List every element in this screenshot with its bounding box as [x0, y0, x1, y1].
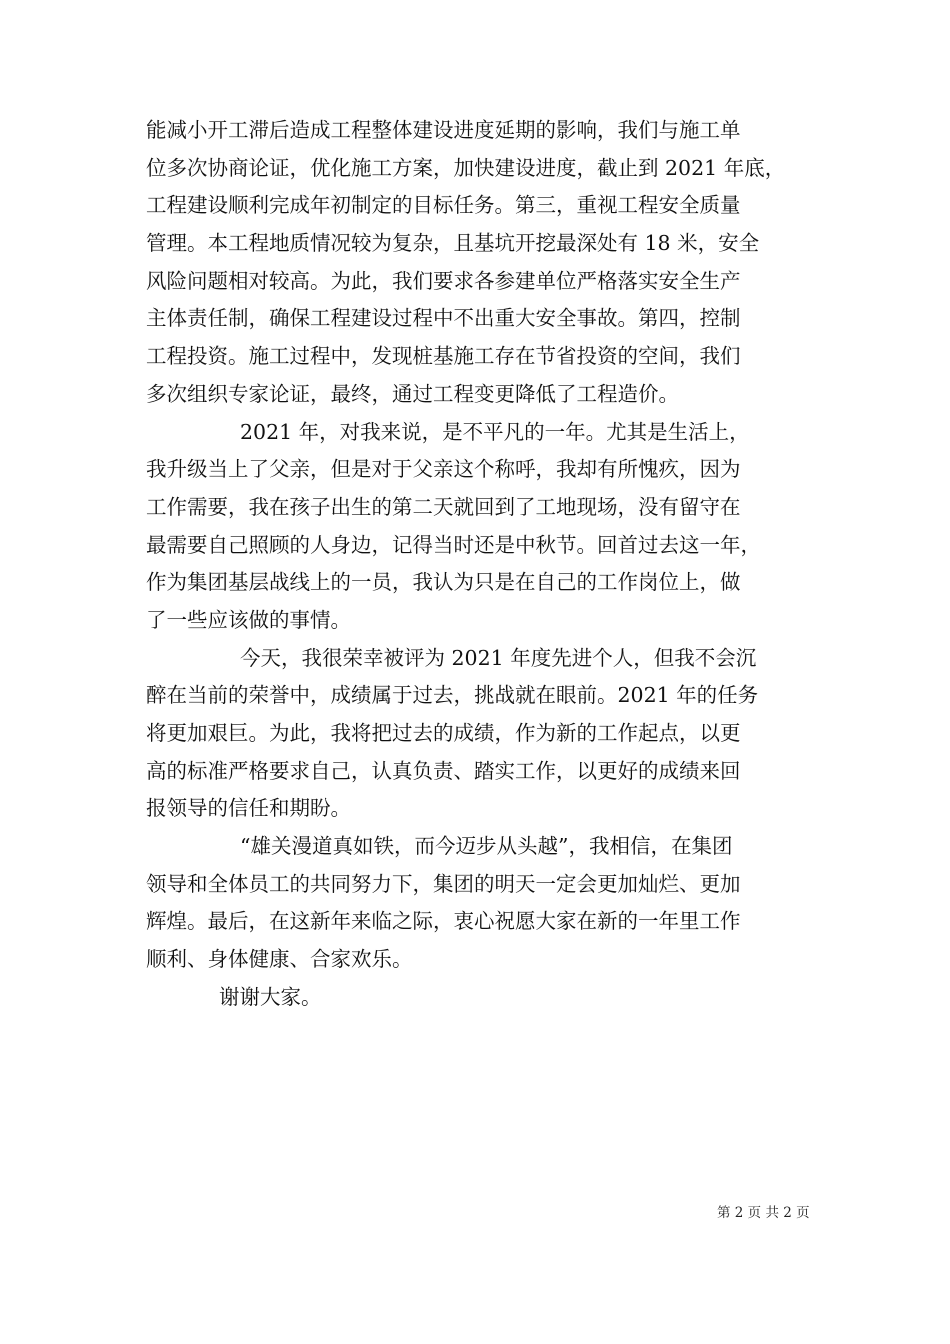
text-line: 主体责任制，确保工程建设过程中不出重大安全事故。第四，控制 [146, 306, 741, 331]
paragraph-closing-wish [146, 828, 806, 979]
text-line: 多次组织专家论证，最终，通过工程变更降低了工程造价。 [146, 381, 679, 406]
text-line: 了一些应该做的事情。 [146, 607, 351, 632]
text-line: 醉在当前的荣誉中，成绩属于过去，挑战就在眼前。2021 年的任务 [146, 683, 759, 708]
text-line: 作为集团基层战线上的一员，我认为只是在自己的工作岗位上，做 [146, 570, 741, 595]
text-line: 工程投资。施工过程中，发现桩基施工存在节省投资的空间，我们 [146, 344, 741, 369]
paragraph-continuation [146, 112, 806, 414]
text-line: 报领导的信任和期盼。 [146, 796, 351, 821]
text-line: 最需要自己照顾的人身边，记得当时还是中秋节。回首过去这一年， [146, 532, 761, 557]
document-body [146, 112, 806, 1017]
text-line: “雄关漫道真如铁，而今迈步从头越”，我相信，在集团 [240, 834, 733, 859]
paragraph-2021-year [146, 414, 806, 640]
page-number-footer: 第 2 页 共 2 页 [717, 1205, 810, 1221]
paragraph-honor [146, 640, 806, 828]
text-line: 工程建设顺利完成年初制定的目标任务。第三，重视工程安全质量 [146, 193, 741, 218]
text-line: 管理。本工程地质情况较为复杂，且基坑开挖最深处有 18 米，安全 [146, 231, 760, 256]
text-line: 工作需要，我在孩子出生的第二天就回到了工地现场，没有留守在 [146, 494, 741, 519]
text-line: 风险问题相对较高。为此，我们要求各参建单位严格落实安全生产 [146, 268, 741, 293]
text-line: 谢谢大家。 [219, 984, 322, 1009]
text-line: 将更加艰巨。为此，我将把过去的成绩，作为新的工作起点，以更 [146, 721, 741, 745]
text-line: 顺利、身体健康、合家欢乐。 [146, 947, 413, 972]
text-line: 能减小开工滞后造成工程整体建设进度延期的影响，我们与施工单 [146, 118, 741, 142]
text-line: 位多次协商论证，优化施工方案，加快建设进度，截止到 2021 年底， [146, 155, 786, 180]
text-line: 高的标准严格要求自己，认真负责、踏实工作，以更好的成绩来回 [146, 758, 741, 783]
text-line: 辉煌。最后，在这新年来临之际，衷心祝愿大家在新的一年里工作 [146, 909, 741, 934]
text-line: 领导和全体员工的共同努力下，集团的明天一定会更加灿烂、更加 [146, 871, 741, 896]
text-line: 我升级当上了父亲，但是对于父亲这个称呼，我却有所愧疚，因为 [146, 457, 741, 482]
text-line: 2021 年，对我来说，是不平凡的一年。尤其是生活上， [240, 419, 750, 444]
paragraph-thanks [146, 979, 806, 1017]
text-line: 今天，我很荣幸被评为 2021 年度先进个人，但我不会沉 [240, 645, 757, 670]
